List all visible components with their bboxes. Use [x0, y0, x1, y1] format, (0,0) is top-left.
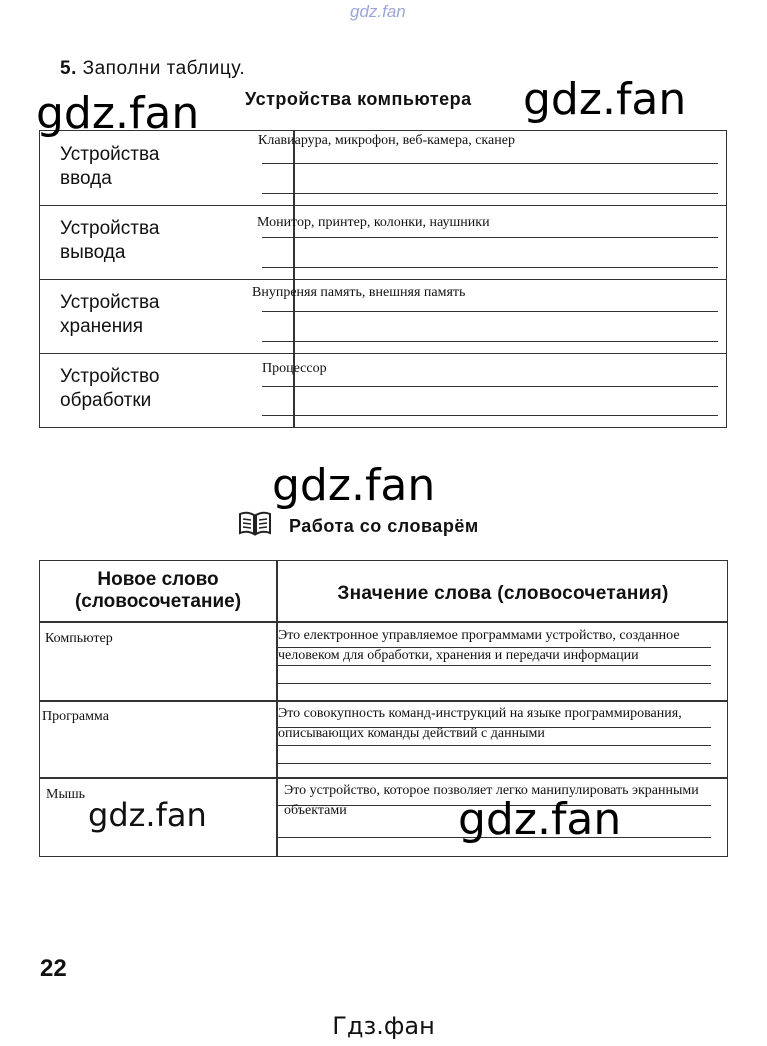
table2-header-divider: [40, 621, 727, 623]
row-label: Устройства хранения: [60, 292, 160, 337]
watermark: gdz.fan: [458, 794, 622, 845]
watermark: gdz.fan: [36, 88, 200, 139]
watermark: gdz.fan: [88, 796, 207, 834]
watermark-top: gdz.fan: [350, 2, 406, 21]
table-row: [40, 131, 726, 206]
row-label: Устройства ввода: [60, 144, 160, 189]
task-text: Заполни таблицу.: [82, 58, 246, 79]
header-meaning: Значение слова (словосочетания): [337, 583, 669, 604]
row-answer: Клавиарура, микрофон, веб-камера, сканер: [258, 133, 515, 148]
dictionary-word: Программа: [42, 709, 109, 724]
row-label: Устройство обработки: [60, 366, 160, 411]
answer-line: [262, 311, 718, 312]
task-instruction: [60, 58, 245, 80]
answer-line: [262, 415, 718, 416]
answer-line: [262, 341, 718, 342]
dictionary-definition: Это електронное управляемое программами устройство, созданное человеком для обработки, хранения и передачи информации: [278, 628, 680, 663]
answer-line: [278, 745, 711, 746]
table1-title: Устройства компьютера: [245, 89, 472, 109]
devices-table: [39, 130, 727, 428]
page-number: 22: [40, 955, 67, 982]
dictionary-word: Мышь: [46, 787, 86, 802]
answer-line: [278, 763, 711, 764]
answer-line: [262, 163, 718, 164]
table-row: [40, 279, 726, 354]
watermark-footer: Гдз.фан: [332, 1012, 435, 1040]
dictionary-section-title: Работа со словарём: [289, 516, 479, 536]
row-answer: Внупреняя память, внешняя память: [252, 285, 466, 300]
task-number: 5.: [60, 58, 77, 79]
answer-line: [262, 386, 718, 387]
table-row: [40, 353, 726, 427]
answer-line: [262, 237, 718, 238]
row-answer: Монитор, принтер, колонки, наушники: [257, 215, 490, 230]
dictionary-definition: Это совокупность команд-инструкций на языке программирования, описывающих команды действий с данными: [278, 706, 682, 741]
answer-line: [262, 267, 718, 268]
answer-line: [262, 193, 718, 194]
header-new-word: Новое слово (словосочетание): [74, 569, 242, 612]
open-book-icon: [238, 510, 272, 536]
row-label: Устройства вывода: [60, 218, 160, 263]
row-answer: Процессор: [262, 361, 327, 376]
watermark: gdz.fan: [523, 74, 687, 125]
table2-row-divider: [40, 700, 727, 702]
table2-row-divider: [40, 777, 727, 779]
dictionary-definition: Это устройство, которое позволяет легко манипулировать экранными объектами: [284, 783, 699, 818]
table-row: [40, 205, 726, 280]
watermark: gdz.fan: [272, 460, 436, 511]
answer-line: [278, 683, 711, 684]
dictionary-word: Компьютер: [45, 631, 113, 646]
